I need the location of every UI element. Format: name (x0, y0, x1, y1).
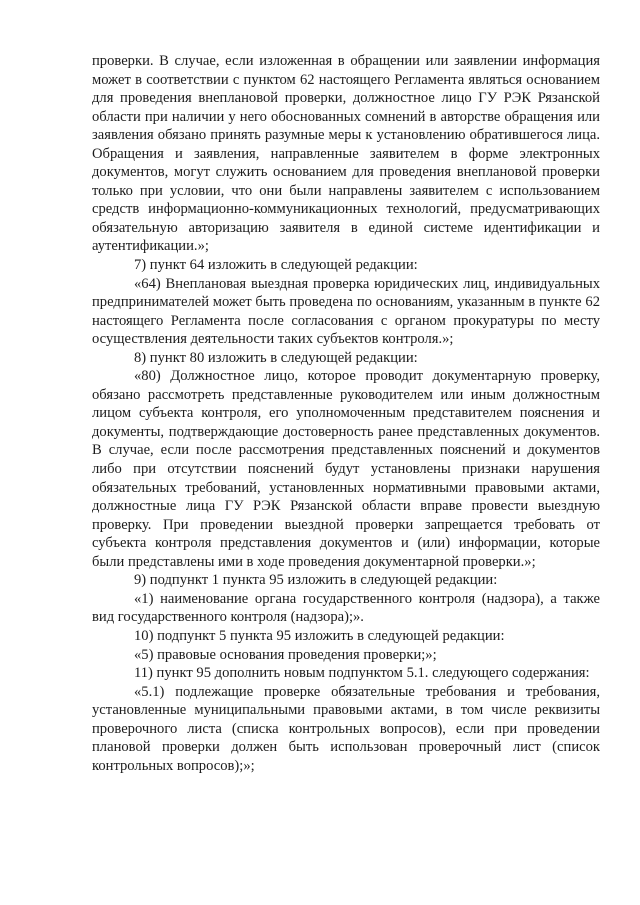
paragraph-item-9: 9) подпункт 1 пункта 95 изложить в следующей редакции: (134, 572, 498, 589)
paragraph-item-10: 10) подпункт 5 пункта 95 изложить в следующей редакции: (134, 627, 505, 644)
paragraph-item-7: 7) пункт 64 изложить в следующей редакции: (134, 257, 418, 274)
paragraph-item-11: 11) пункт 95 дополнить новым подпунктом 5.1. следующего содержания: (134, 665, 590, 682)
paragraph-continuation: проверки. В случае, если изложенная в обращении или заявлении информация может в соответствии с пунктом 62 настоящего Регламента являться основанием для проведения внеплановой проверки, должностное лицо ГУ РЭК Рязанской области при наличии у него обоснованных сомнений в авторстве обращения или заявления обязано принять разумные меры к установлению обратившегося лица. Обращения и заявления, направленные заявителем в форме электронных документов, могут служить основанием для проведения внеплановой проверки только при условии, что они были направлены заявителем с использованием средств информационно-коммуникационных технологий, предусматривающих обязательную авторизацию заявителя в единой системе идентификации и аутентификации.»; (92, 53, 600, 255)
document-page (92, 52, 600, 775)
paragraph-item-8: 8) пункт 80 изложить в следующей редакции: (134, 349, 418, 366)
paragraph-subpoint-1: «1) наименование органа государственного контроля (надзора), а также вид государственного контроля (надзора);». (92, 590, 600, 626)
paragraph-point-80: «80) Должностное лицо, которое проводит документарную проверку, обязано рассмотреть представленные руководителем или иным должностным лицом субъекта контроля, его уполномоченным представителем пояснения и документы, подтверждающие достоверность ранее представленных документов. В случае, если после рассмотрения представленных пояснений и документов либо при отсутствии пояснений будут установлены признаки нарушения обязательных требований, установленных нормативными правовыми актами, должностные лица ГУ РЭК Рязанской области вправе провести выездную проверку. При проведении выездной проверки запрещается требовать от субъекта контроля представления документов и (или) информации, которые были представлены ими в ходе проведения документарной проверки.»; (92, 368, 600, 570)
paragraph-point-64: «64) Внеплановая выездная проверка юридических лиц, индивидуальных предпринимателей может быть проведена по основаниям, указанным в пункте 62 настоящего Регламента после согласования с органом прокуратуры по месту осуществления деятельности таких субъектов контроля.»; (92, 275, 600, 348)
paragraph-subpoint-5: «5) правовые основания проведения проверки;»; (134, 646, 437, 663)
paragraph-subpoint-5-1: «5.1) подлежащие проверке обязательные требования и требования, установленные муниципальными правовыми актами, в том числе реквизиты проверочного листа (списка контрольных вопросов), если при проведении плановой проверки должен быть использован проверочный лист (список контрольных вопросов);»; (92, 683, 600, 774)
